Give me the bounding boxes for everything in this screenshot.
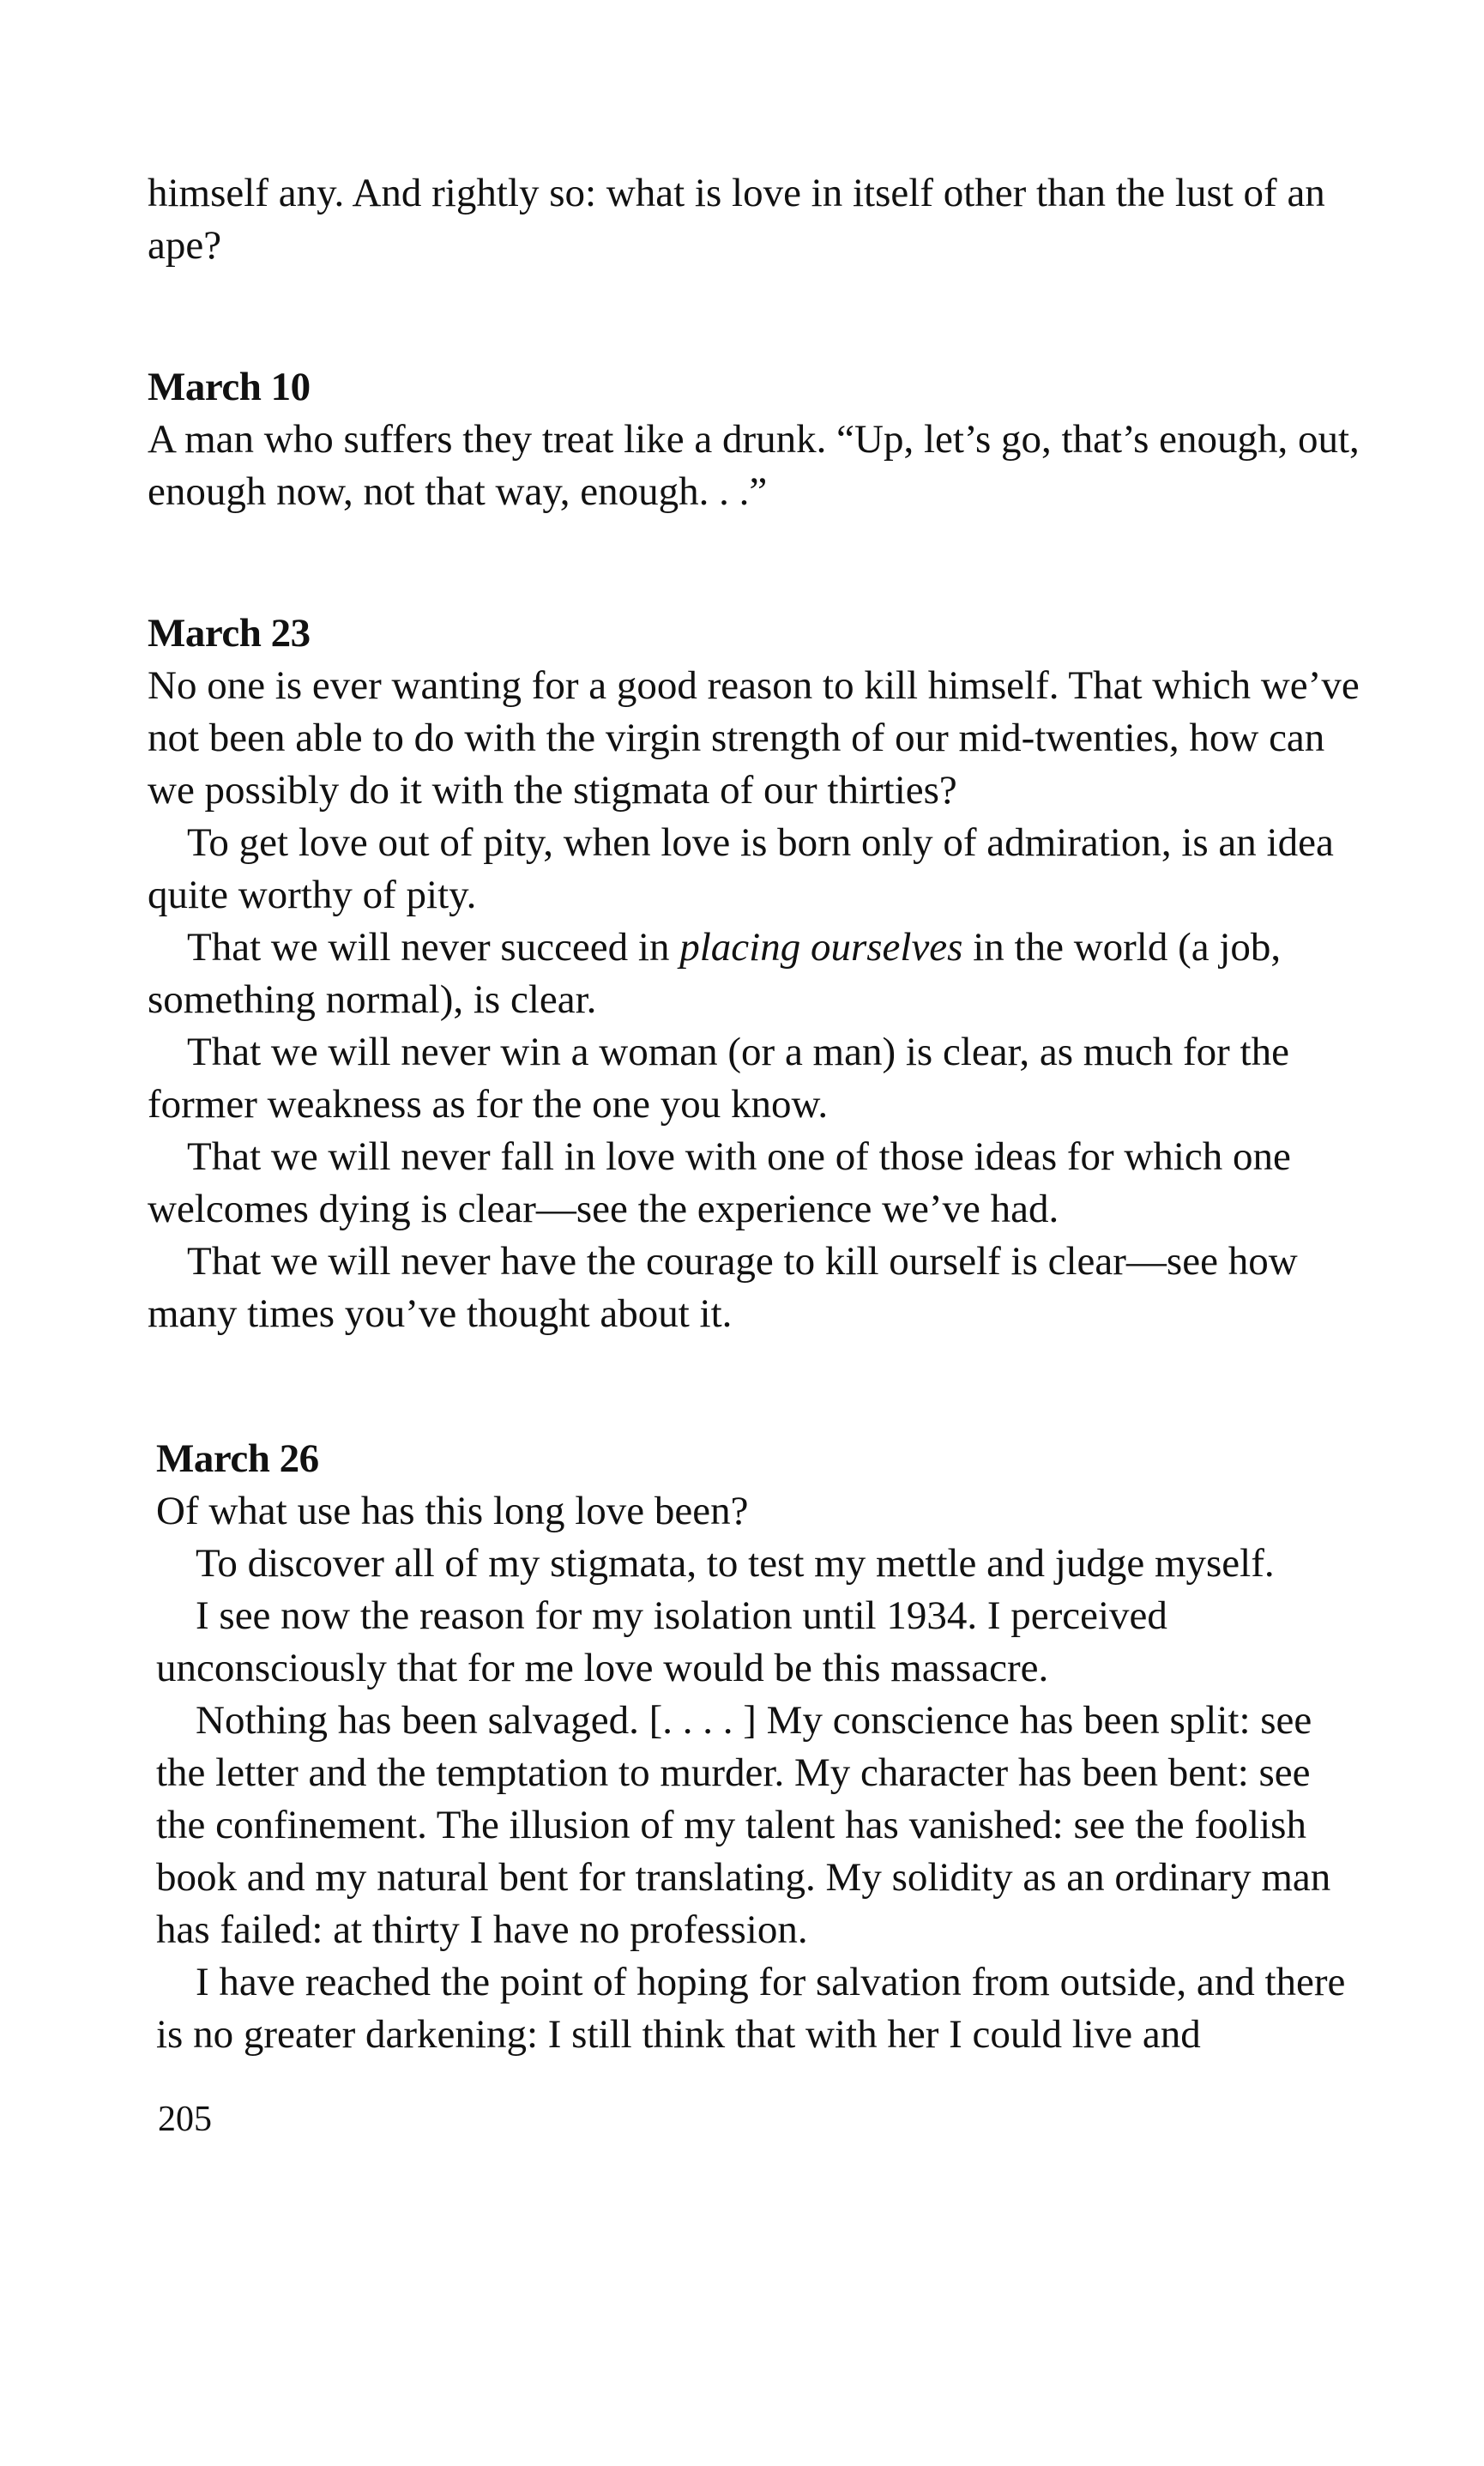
entry-date-heading: March 23 (148, 611, 311, 656)
entry-date-heading: March 10 (148, 365, 311, 409)
entry-paragraph: A man who suffers they treat like a drunk. “Up, let’s go, that’s enough, out, enough now, not that way, enough. . .” (148, 417, 1360, 514)
entry-paragraph: I see now the reason for my isolation until 1934. I perceived unconsciously that for me love would be this massacre. (156, 1593, 1167, 1690)
entry-paragraph: To discover all of my stigmata, to test my mettle and judge myself. (196, 1541, 1275, 1586)
entry-march-10 (148, 361, 1366, 518)
page-number: 205 (158, 2100, 212, 2139)
entry-paragraph: To get love out of pity, when love is born only of admiration, is an idea quite worthy of pity. (148, 820, 1334, 917)
entry-date-heading: March 26 (156, 1436, 319, 1481)
entry-paragraph: No one is ever wanting for a good reason to kill himself. That which we’ve not been able to do with the virgin strength of our mid-twenties, how can we possibly do it with the stigmata of our thirties? (148, 663, 1360, 813)
paragraph-text: in the world (a job, something normal), is clear. (148, 925, 1282, 1022)
entry-paragraph-with-italic (148, 922, 1366, 1026)
entry-paragraph: That we will never win a woman (or a man) is clear, as much for the former weakness as for the one you know. (148, 1030, 1289, 1127)
entry-paragraph: That we will never fall in love with one of those ideas for which one welcomes dying is clear—see the experience we’ve had. (148, 1134, 1291, 1231)
entry-paragraph: I have reached the point of hoping for salvation from outside, and there is no greater darkening: I still think that with her I could live and (156, 1960, 1346, 2057)
entry-march-23 (148, 607, 1366, 1340)
entry-march-26 (148, 1433, 1366, 2061)
entry-paragraph: That we will never have the courage to kill ourself is clear—see how many times you’ve thought about it. (148, 1239, 1298, 1336)
entry-paragraph: Nothing has been salvaged. [. . . . ] My conscience has been split: see the letter and the temptation to murder. My character has been bent: see the confinement. The illusion of my talent has vanished: see the foolish book and my natural bent for translating. My solidity as an ordinary man has failed: at thirty I have no profession. (156, 1698, 1331, 1952)
page-body (148, 167, 1366, 2061)
paragraph-text: That we will never succeed in (187, 925, 680, 970)
entry-paragraph: Of what use has this long love been? (156, 1489, 749, 1533)
italic-phrase: placing ourselves (679, 925, 963, 970)
opening-paragraph: himself any. And rightly so: what is love in itself other than the lust of an ape? (148, 171, 1325, 268)
